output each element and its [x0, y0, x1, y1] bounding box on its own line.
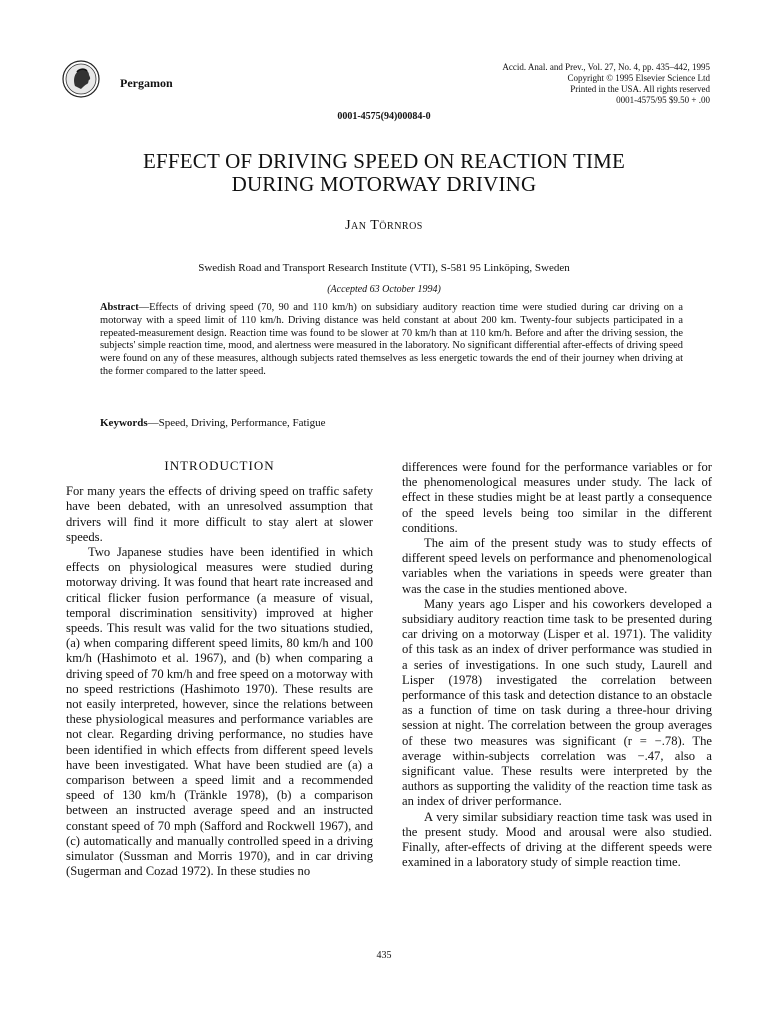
left-column [66, 458, 373, 879]
abstract [100, 302, 683, 379]
article-doi: 0001-4575(94)00084-0 [337, 111, 431, 122]
journal-line: 0001-4575/95 $9.50 + .00 [616, 95, 710, 105]
pergamon-head-logo-icon [62, 60, 100, 98]
page-number: 435 [376, 950, 392, 961]
section-heading-introduction: INTRODUCTION [164, 458, 275, 473]
journal-line: Accid. Anal. and Prev., Vol. 27, No. 4, pp. 435–442, 1995 [502, 62, 710, 72]
body-paragraph: The aim of the present study was to study effects of different speed levels on performance and phenomenological variables when the variations in speeds were greater than was the case in the studies mentioned above. [402, 536, 712, 596]
body-paragraph: A very similar subsidiary reaction time task was used in the present study. Mood and arousal were also studied. Finally, after-effects of driving at the different speeds were examined in a laboratory study of simple reaction time. [402, 809, 712, 870]
keywords-label: Keywords [100, 417, 148, 429]
publisher-name: Pergamon [120, 76, 173, 90]
author-affiliation: Swedish Road and Transport Research Institute (VTI), S-581 95 Linköping, Sweden [198, 262, 570, 274]
author-name: Jan Törnros [345, 218, 423, 233]
abstract-label: Abstract [100, 302, 139, 313]
journal-line: Copyright © 1995 Elsevier Science Ltd [567, 73, 710, 83]
body-paragraph: differences were found for the performance variables or for the phenomenological measures under study. The lack of effect in these studies might be at least partly a consequence of the speed levels being too similar in the different conditions. [402, 460, 712, 535]
keywords [100, 417, 683, 429]
body-paragraph: For many years the effects of driving speed on traffic safety have been debated, with an unresolved assumption that drivers will find it more difficult to stay alert at slower speeds. [66, 484, 373, 544]
journal-citation [410, 62, 710, 106]
paper-title [0, 150, 768, 196]
body-paragraph: Many years ago Lisper and his coworkers developed a subsidiary auditory reaction time task to be presented during car driving on a motorway (Lisper et al. 1971). The validity of this task as an index of driver performance was studied in a series of investigations. In one such study, Laurell and Lisper (1978) investigated the correlation between performance of this task and detection distance to an obstacle as a function of time on task during a three-hour driving session at night. The correlation between the group averages of these two measures was significant (r = −.78). The average within-subjects correlation was −.47, also a significant value. These results were interpreted by the authors as supporting the validity of the reaction time task as an index of driver performance. [402, 596, 712, 809]
title-line: EFFECT OF DRIVING SPEED ON REACTION TIME [142, 149, 626, 173]
journal-line: Printed in the USA. All rights reserved [570, 84, 710, 94]
right-column [402, 460, 712, 870]
title-line: DURING MOTORWAY DRIVING [231, 172, 537, 196]
accepted-date: (Accepted 63 October 1994) [327, 284, 441, 295]
body-paragraph: Two Japanese studies have been identified in which effects on physiological measures were studied during motorway driving. It was found that heart rate increased and critical flicker fusion performance (a measure of visual, temporal discrimination sensitivity) improved at higher speeds. This result was valid for the two situations studied, (a) when comparing different speed limits, 80 km/h and 100 km/h (Hashimoto et al. 1967), and (b) when comparing a driving speed of 70 km/h and free speed on a motorway with no speed restrictions (Hashimoto 1970). These results are not easily interpreted, however, since the relations between these physiological measures and performance variables are not clear. Regarding driving performance, no studies have been identified in which effects from different speed levels have been investigated. What have been studied are (a) a comparison between a speed limit and a recommended speed of 130 km/h (Tränkle 1978), (b) a comparison between an instructed average speed and an instructed constant speed of 70 mph (Safford and Rockwell 1967), and (c) automatically and manually controlled speed in a driving simulator (Sussman and Morris 1970), and in car driving (Sugerman and Cozad 1972). In these studies no [66, 545, 373, 879]
keywords-text: —Speed, Driving, Performance, Fatigue [147, 417, 326, 429]
abstract-text: —Effects of driving speed (70, 90 and 110 km/h) on subsidiary auditory reaction time were studied during car driving on a motorway with a speed limit of 110 km/h. Driving distance was held constant at about 200 km. Twenty-four subjects participated in a repeated-measurement design. Reaction time was found to be slower at 70 km/h than at 110 km/h. Before and after the driving session, the subjects' simple reaction time, mood, and alertness were measured in the laboratory. No significant differential after-effects of driving speed were found on any of these measures, although subjects rated themselves as less energetic towards the end of their journey when driving at the former compared to the latter speed. [100, 302, 683, 377]
